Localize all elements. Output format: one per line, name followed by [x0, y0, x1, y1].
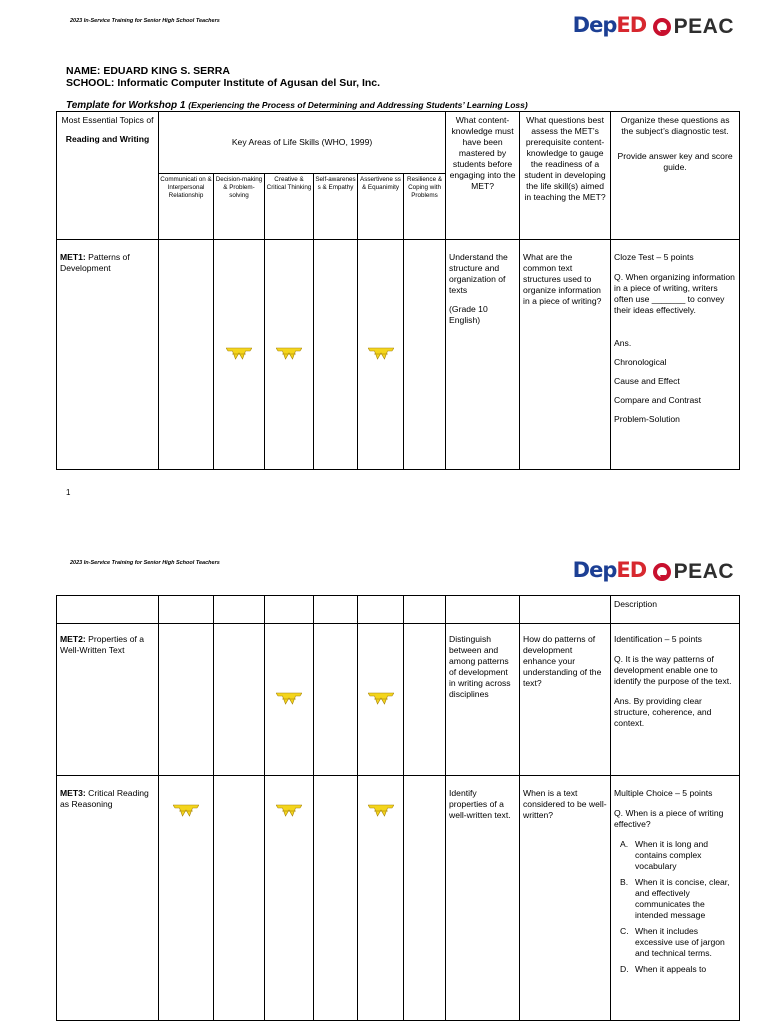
met1-skill-cell	[265, 240, 314, 470]
met3-title: Critical Reading as Reasoning	[60, 788, 149, 809]
met1-skill-cell	[314, 240, 358, 470]
met1-answer-item: Problem-Solution	[614, 414, 680, 424]
met-topics-header	[57, 112, 159, 240]
diagnostic-header	[611, 112, 740, 240]
skill-header-communication: Communicati on & Interpersonal Relationship	[159, 174, 214, 240]
met1-test-type: Cloze Test – 5 points	[614, 252, 694, 262]
key-areas-header: Key Areas of Life Skills (WHO, 1999)	[159, 112, 446, 174]
deped-logo	[572, 13, 647, 40]
choice-text: When it includes excessive use of jargon and technical terms.	[635, 926, 725, 958]
met2-title: Properties of a Well-Written Text	[60, 634, 145, 655]
peac-logo	[653, 560, 734, 584]
choice-letter: D.	[620, 964, 629, 974]
met1-diagnostic	[611, 240, 740, 470]
met1-knowledge-text: Understand the structure and organization of texts	[449, 252, 508, 295]
skill-header-assertiveness: Assertivene ss & Equanimity	[358, 174, 404, 240]
skill-header-creative: Creative & Critical Thinking	[265, 174, 314, 240]
teacher-info	[66, 65, 380, 89]
met3-label: MET3:	[60, 788, 86, 798]
subject-label: Reading and Writing	[65, 134, 150, 144]
diagnostic-label: Organize these questions as the subject’s diagnostic test.	[620, 115, 730, 136]
met2-test-type: Identification – 5 points	[614, 634, 702, 644]
met2-knowledge: Distinguish between and among patterns of development in writing across disciplines	[446, 624, 520, 776]
met2-row	[57, 624, 740, 776]
choice-item	[620, 877, 736, 921]
training-header-note: 2023 In-Service Training for Senior High School Teachers	[70, 560, 220, 566]
met3-test-type: Multiple Choice – 5 points	[614, 788, 713, 798]
met1-test-question: Q. When organizing information in a piece of writing, writers often use _______ to convey their ideas effectively.	[614, 272, 735, 315]
wonder-woman-logo-icon	[368, 345, 394, 361]
choice-letter: B.	[620, 877, 629, 887]
template-title-sub: (Experiencing the Process of Determining and Addressing Students’ Learning Loss)	[188, 100, 528, 110]
questions-header: What questions best assess the MET’s prerequisite content-knowledge to gauge the readiness of a student in developing the life skill(s) aimed in teaching the MET?	[520, 112, 611, 240]
peac-logo-text: PEAC	[673, 15, 734, 38]
met1-question: What are the common text structures used to organize information in a piece of writing?	[520, 240, 611, 470]
deped-logo-text-b: ED	[616, 558, 647, 582]
met-topics-label: Most Essential Topics of	[61, 115, 154, 125]
met1-label: MET1:	[60, 252, 86, 262]
choice-letter: C.	[620, 926, 629, 936]
prior-knowledge-header: What content-knowledge must have been mastered by students before engaging into the MET?	[446, 112, 520, 240]
met3-test-question: Q. When is a piece of writing effective?	[614, 808, 724, 829]
met3-question: When is a text considered to be well-written?	[520, 776, 611, 1021]
peac-logo	[653, 15, 734, 39]
choice-item	[620, 926, 736, 959]
wonder-woman-logo-icon	[368, 690, 394, 706]
met3-knowledge: Identify properties of a well-written text.	[446, 776, 520, 1021]
wonder-woman-logo-icon	[276, 690, 302, 706]
met1-skill-cell	[404, 240, 446, 470]
met1-knowledge-note: (Grade 10 English)	[449, 304, 488, 325]
choice-item	[620, 839, 736, 872]
continued-description: Description	[611, 596, 740, 624]
met3-choices	[614, 839, 736, 975]
met2-answer: Ans. By providing clear structure, coherence, and context.	[614, 696, 712, 728]
met1-knowledge	[446, 240, 520, 470]
template-title	[66, 100, 528, 111]
diagnostic-note: Provide answer key and score guide.	[617, 151, 733, 172]
choice-letter: A.	[620, 839, 629, 849]
skill-header-self-awareness: Self-awarenes s & Empathy	[314, 174, 358, 240]
school-name: SCHOOL: Informatic Computer Institute of Agusan del Sur, Inc.	[66, 77, 381, 89]
peac-logo-icon	[653, 563, 671, 581]
deped-logo-text-a: Dep	[572, 558, 617, 582]
workshop-table-page-2	[56, 595, 740, 1021]
wonder-woman-logo-icon	[173, 802, 199, 818]
met2-diagnostic	[611, 624, 740, 776]
deped-logo	[572, 558, 647, 585]
header-logos	[573, 559, 734, 585]
wonder-woman-logo-icon	[276, 345, 302, 361]
choice-text: When it appeals to	[635, 964, 707, 974]
skill-header-decision: Decision-making & Problem-solving	[214, 174, 265, 240]
met1-answer-label: Ans.	[614, 338, 632, 348]
met1-title: Patterns of Development	[60, 252, 130, 273]
met1-answer-item: Chronological	[614, 357, 667, 367]
workshop-table-page-1	[56, 111, 740, 470]
peac-logo-text: PEAC	[673, 560, 734, 583]
met3-row	[57, 776, 740, 1021]
met1-answer-item: Cause and Effect	[614, 376, 680, 386]
met3-topic	[57, 776, 159, 1021]
training-header-note: 2023 In-Service Training for Senior High School Teachers	[70, 18, 220, 24]
met1-answer-item: Compare and Contrast	[614, 395, 701, 405]
wonder-woman-logo-icon	[226, 345, 252, 361]
header-logos	[573, 14, 734, 40]
wonder-woman-logo-icon	[368, 802, 394, 818]
met2-question: How do patterns of development enhance your understanding of the text?	[520, 624, 611, 776]
met1-topic	[57, 240, 159, 470]
met1-skill-cell	[214, 240, 265, 470]
deped-logo-text-b: ED	[616, 13, 647, 37]
choice-text: When it is long and contains complex vocabulary	[635, 839, 709, 871]
deped-logo-text-a: Dep	[572, 13, 617, 37]
template-title-main: Template for Workshop 1	[66, 100, 186, 111]
skill-header-resilience: Resilience & Coping with Problems	[404, 174, 446, 240]
peac-logo-icon	[653, 18, 671, 36]
met1-skill-cell	[159, 240, 214, 470]
choice-item	[620, 964, 736, 975]
wonder-woman-logo-icon	[276, 802, 302, 818]
met2-topic	[57, 624, 159, 776]
page-number: 1	[66, 488, 71, 497]
choice-text: When it is concise, clear, and effectively communicates the intended message	[635, 877, 730, 920]
met2-label: MET2:	[60, 634, 86, 644]
met3-diagnostic	[611, 776, 740, 1021]
continued-row	[57, 596, 740, 624]
teacher-name: NAME: EDUARD KING S. SERRA	[66, 65, 230, 77]
met2-test-question: Q. It is the way patterns of development enable one to identify the purpose of the text.	[614, 654, 732, 686]
met1-skill-cell	[358, 240, 404, 470]
met1-row	[57, 240, 740, 470]
document-page-2	[0, 540, 768, 1024]
